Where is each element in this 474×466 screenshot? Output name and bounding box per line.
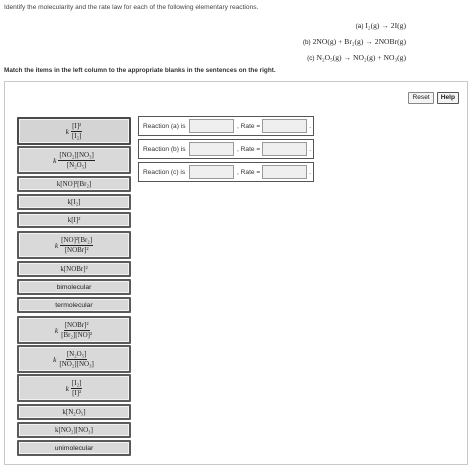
sentence-label: Reaction (b) is — [143, 145, 186, 153]
sentence-end: . — [309, 145, 312, 153]
answer-tile-k-I-sq-over-I2[interactable] — [17, 117, 131, 145]
reaction-equation: I₂(g) → 2I(g) — [365, 21, 406, 30]
denominator: [Br₂][NO]² — [61, 330, 93, 339]
sentence-end: . — [309, 168, 312, 176]
answer-tile-unimolecular[interactable]: unimolecular — [17, 440, 131, 456]
answer-tile-k-NO2-NO3[interactable]: k[NO₂][NO₃] — [17, 422, 131, 438]
denominator: [I₂] — [71, 131, 82, 140]
answer-tile-k-N2O5-over-NO2-NO3[interactable] — [17, 345, 131, 373]
sentence-end: . — [309, 122, 312, 130]
rate-law-drop-slot[interactable] — [262, 165, 307, 179]
rate-law-drop-slot[interactable] — [262, 142, 307, 156]
reaction-tag: (b) — [302, 39, 311, 46]
reaction-b — [303, 34, 406, 50]
molecularity-drop-slot[interactable] — [189, 142, 234, 156]
sentence-reaction-c — [138, 162, 314, 182]
sentence-reaction-b — [138, 139, 314, 159]
rate-constant: k — [65, 383, 69, 393]
rate-label: , Rate = — [237, 145, 261, 153]
answer-tile-k-I2[interactable]: k[I₂] — [17, 194, 131, 210]
answer-tile-k-NOBr-sq[interactable]: k[NOBr]² — [17, 261, 131, 277]
answer-tile-bimolecular[interactable]: bimolecular — [17, 279, 131, 295]
reaction-list — [303, 18, 406, 66]
intro-text: Identify the molecularity and the rate law for each of the following elementary reactions. — [4, 4, 259, 11]
molecularity-drop-slot[interactable] — [189, 165, 234, 179]
sentence-reaction-a — [138, 116, 314, 136]
matching-panel — [4, 81, 468, 465]
reaction-equation: 2NO(g) + Br₂(g) → 2NOBr(g) — [312, 37, 406, 46]
rate-label: , Rate = — [237, 168, 261, 176]
reaction-c — [303, 50, 406, 66]
rate-law-drop-slot[interactable] — [262, 119, 307, 133]
answer-tile-k-I2-over-I-sq[interactable] — [17, 374, 131, 402]
numerator: [I₂] — [71, 378, 82, 387]
denominator: [NO₂][NO₃] — [59, 359, 94, 368]
answer-tile-termolecular[interactable]: termolecular — [17, 297, 131, 313]
rate-constant: k — [54, 240, 59, 250]
rate-constant: k — [53, 354, 57, 364]
denominator: [NOBr]² — [64, 245, 89, 254]
reaction-tag: (a) — [355, 23, 364, 30]
help-button[interactable]: Help — [437, 92, 459, 104]
rate-constant: k — [54, 325, 59, 335]
reaction-equation: N₂O₅(g) → NO₂(g) + NO₃(g) — [316, 53, 406, 62]
panel-toolbar — [408, 92, 459, 104]
rate-constant: k — [65, 126, 69, 136]
sentence-label: Reaction (a) is — [143, 122, 186, 130]
numerator: [I]² — [72, 121, 82, 130]
reaction-a — [303, 18, 406, 34]
instruction-text: Match the items in the left column to the appropriate blanks in the sentences on the right. — [4, 67, 276, 74]
sentence-label: Reaction (c) is — [143, 168, 186, 176]
answer-tile-k-N2O5[interactable]: k[N₂O₅] — [17, 404, 131, 420]
reaction-tag: (c) — [307, 55, 315, 62]
answer-tile-k-I-sq[interactable]: k[I]² — [17, 212, 131, 228]
answer-tile-k-NO-sq-Br2-over-NOBr-sq[interactable] — [17, 231, 131, 259]
numerator: [NOBr]² — [64, 320, 89, 329]
denominator: [N₂O₅] — [66, 160, 87, 169]
molecularity-drop-slot[interactable] — [189, 119, 234, 133]
rate-label: , Rate = — [237, 122, 261, 130]
rate-constant: k — [53, 155, 57, 165]
numerator: [N₂O₅] — [66, 349, 87, 358]
answer-tile-k-NOBr-sq-over-Br2-NO-sq[interactable] — [17, 316, 131, 344]
answer-tile-k-NO2-NO3-over-N2O5[interactable] — [17, 146, 131, 174]
denominator: [I]² — [72, 388, 82, 397]
answer-tile-k-NO-sq-Br2[interactable]: k[NO]²[Br₂] — [17, 176, 131, 192]
numerator: [NO₂][NO₃] — [59, 150, 94, 159]
numerator: [NO]²[Br₂] — [61, 235, 93, 244]
reset-button[interactable]: Reset — [408, 92, 433, 104]
